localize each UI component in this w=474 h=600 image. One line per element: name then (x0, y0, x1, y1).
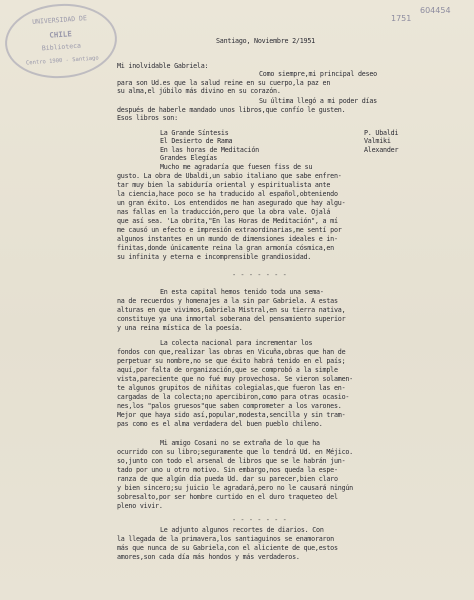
p2-line: nas fallas en la traducción,pero que la obra vale. Ojalá (117, 208, 331, 216)
p2-line: la ciencia,hace poco se ha traducido al español,obteniendo (117, 190, 338, 198)
p1-line: Su última llegó a mi poder días (259, 97, 377, 105)
archive-ref: 604454 (420, 6, 451, 15)
p4-line: Mejor que haya sido así,popular,modesta,sencilla y sin tram- (117, 411, 346, 419)
p5-line: ranza de que algún día pueda Ud. dar su parecer,bien claro (117, 475, 338, 483)
p2-line: Mucho me agradaría que fuesen fiss de su (160, 163, 313, 171)
p3-line: En esta capital hemos tenido toda una sema- (160, 288, 324, 296)
p3-line: constituye ya una inmortal soberana del pensamiento superior (117, 315, 346, 323)
stamp-line-4: Centro 1900 - Santiago (25, 55, 99, 67)
book-title: Grandes Elegías (160, 154, 218, 162)
p1-line: para son Ud.es que la salud reine en su cuerpo,la paz en (117, 79, 331, 87)
p4-line: te algunos grupitos de niñitas colegialas,que fueron las en- (117, 384, 346, 392)
stamp-line-2: CHILE (48, 29, 73, 40)
p4-line: vista,pareciente que no fué muy provechosa. Se vieron solamen- (117, 375, 353, 383)
salutation: Mi inolvidable Gabriela: (117, 62, 209, 70)
p1-line: su alma,el júbilo más divino en su corazón. (117, 87, 281, 95)
book-author: P. Ubaldi (364, 129, 399, 137)
p4-line: pas como es el alma verdadera del buen pueblo chileno. (117, 420, 323, 428)
p6-line: más que nunca de su Gabriela,con el aliciente de que,estos (117, 544, 338, 552)
stamp-line-1: UNIVERSIDAD DE (31, 14, 88, 26)
letter-date: Santiago, Noviembre 2/1951 (216, 37, 315, 45)
stamp-line-3: Biblioteca (41, 41, 82, 53)
p2-line: que así sea. 'La obrita,"En las Horas de Meditación", a mí (117, 217, 338, 225)
archive-code: 1751 (391, 14, 412, 23)
p6-line: Le adjunto algunos recortes de diarios. Con (160, 526, 324, 534)
p2-line: su infinita y eterna e incomprensible grandiosidad. (117, 253, 312, 261)
p2-line: me causó un efecto e impresión extraordinarias,me sentí por (117, 226, 342, 234)
book-author: Alexander (364, 146, 399, 154)
p5-line: Mi amigo Cosani no se extraña de lo que ha (160, 439, 320, 447)
p2-line: finitas,donde únicamente reina la gran armonía cósmica,en (117, 244, 334, 252)
p1-line: Como siempre,mi principal deseo (259, 70, 377, 78)
section-divider: - - - - - - - (232, 516, 287, 524)
p3-line: alturas en que vivimos,Gabriela Mistral,en su tierra nativa, (117, 306, 346, 314)
p1-line: Esos libros son: (117, 114, 178, 122)
p5-line: pleno vivir. (117, 502, 163, 510)
p5-line: ocurrido con su libro;seguramente que lo tendrá Ud. en Méjico. (117, 448, 353, 456)
section-divider: - - - - - - - (232, 271, 287, 279)
p5-line: tado por uno u otro motivo. Sin embargo,nos queda la espe- (117, 466, 338, 474)
p3-line: y una reina mística de la poesía. (117, 324, 243, 332)
p2-line: tar muy bien la sabiduría oriental y espiritualista ante (117, 181, 331, 189)
p4-line: perpetuar su nombre,no se que éxito habrá tenido en el país; (117, 357, 346, 365)
p4-line: cargadas de la colecta;no apercibiron,como para otras ocasio- (117, 393, 350, 401)
p5-line: so,junto con todo el arsenal de libros que se le habrán jun- (117, 457, 346, 465)
p4-line: La colecta nacional para incrementar los (160, 339, 313, 347)
book-title: La Grande Síntesis (160, 129, 229, 137)
p4-line: aquí,por falta de organización,que se comprobó a la simple (117, 366, 338, 374)
p2-line: algunos instantes en un mundo de dimensiones ideales e in- (117, 235, 338, 243)
book-title: El Desierto de Rama (160, 137, 233, 145)
book-author: Valmiki (364, 137, 391, 145)
p6-line: amores,son cada día más hondos y más verdaderos. (117, 553, 300, 561)
p3-line: na de recuerdos y homenajes a la sin par Gabriela. A estas (117, 297, 338, 305)
p5-line: sobresalto,por ser hombre curtido en el duro traqueteo del (117, 493, 338, 501)
p5-line: y bien sincero;su juicio le agradará,pero no le causará ningún (117, 484, 353, 492)
p2-line: gusto. La obra de Ubaldi,un sabio italiano que sabe enfren- (117, 172, 342, 180)
p6-line: la llegada de la primavera,los santiaguinos se enamoraron (117, 535, 334, 543)
p2-line: un gran éxito. Los entendidos me han asegurado que hay algu- (117, 199, 346, 207)
p4-line: fondos con que,realizar las obras en Vicuña,obras que han de (117, 348, 346, 356)
p4-line: nes,los "palos gruesos"que saben comprometer a los varones. (117, 402, 342, 410)
p1-line: después de haberle mandado unos libros,que confío le gusten. (117, 106, 346, 114)
library-stamp (3, 0, 120, 82)
book-title: En las horas de Meditación (160, 146, 259, 154)
